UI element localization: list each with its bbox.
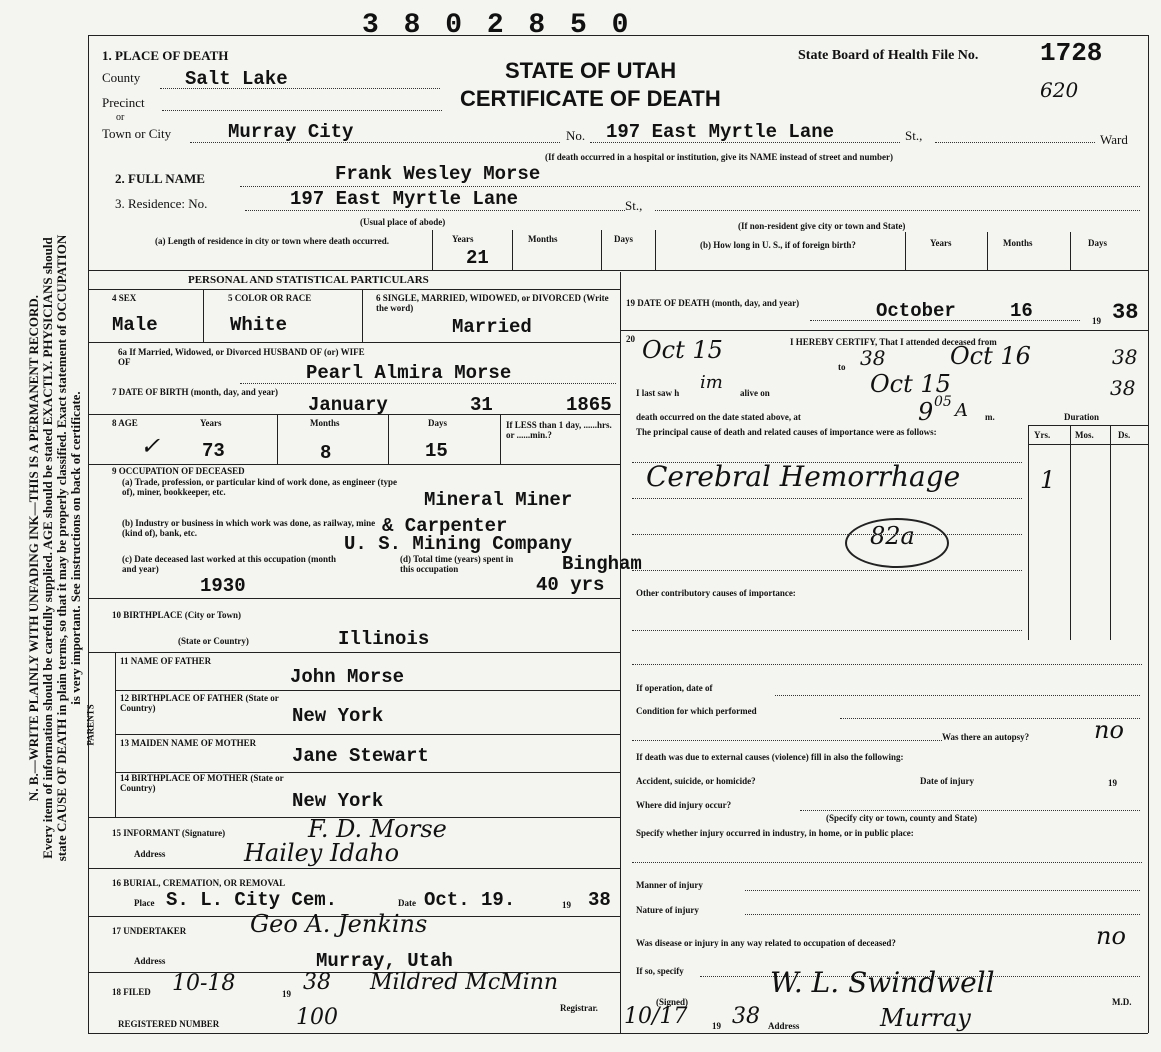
informant-signature: F. D. Morse bbox=[308, 815, 447, 843]
occupation-related-answer: no bbox=[1096, 922, 1126, 950]
burial-date-label: Date bbox=[398, 898, 416, 908]
registrar-signature: Mildred McMinn bbox=[370, 970, 559, 995]
parents-vertical-label: PARENTS bbox=[85, 704, 96, 746]
autopsy-label: Was there an autopsy? bbox=[942, 732, 1030, 742]
father-name-label: 11 NAME OF FATHER bbox=[120, 656, 212, 666]
age-days-value: 15 bbox=[425, 440, 448, 462]
non-resident-note: (If non-resident give city or town and State) bbox=[738, 221, 906, 231]
dur-yrs-label: Yrs. bbox=[1034, 430, 1051, 440]
age-months-label: Months bbox=[310, 418, 340, 428]
age-months-value: 8 bbox=[320, 442, 332, 464]
age-years-value: 73 bbox=[202, 440, 225, 462]
certify-year-prefix: 19 bbox=[712, 1021, 721, 1031]
side-line-1: N. B.—WRITE PLAINLY WITH UNFADING INK—THIS IS A PERMANENT RECORD. bbox=[26, 294, 41, 802]
marital-label: 6 SINGLE, MARRIED, WIDOWED, or DIVORCED (Write the word) bbox=[376, 293, 609, 313]
certify-year: 38 bbox=[732, 1004, 760, 1029]
informant-address: Hailey Idaho bbox=[244, 839, 400, 867]
mother-birthplace-label: 14 BIRTHPLACE OF MOTHER (State or Country) bbox=[120, 773, 284, 793]
father-birthplace-label: 12 BIRTHPLACE OF FATHER (State or Country) bbox=[120, 693, 279, 713]
foreign-birth-label: (b) How long in U. S., if of foreign birth? bbox=[700, 240, 856, 250]
residence-label: 3. Residence: No. bbox=[115, 196, 208, 211]
autopsy-answer: no bbox=[1094, 716, 1124, 744]
death-time: 9 bbox=[918, 398, 934, 426]
m-label: m. bbox=[985, 412, 995, 422]
color-value: White bbox=[230, 314, 288, 336]
last-saw-date: Oct 15 bbox=[870, 370, 951, 398]
dob-year: 1865 bbox=[566, 394, 612, 416]
accident-label: Accident, suicide, or homicide? bbox=[636, 776, 756, 786]
manner-label: Manner of injury bbox=[636, 880, 703, 890]
sex-label: 4 SEX bbox=[112, 293, 137, 303]
birthplace-label: 10 BIRTHPLACE (City or Town) bbox=[112, 610, 242, 620]
filed-date: 10-18 bbox=[172, 971, 236, 996]
occupation-a2-value: & Carpenter bbox=[382, 515, 508, 537]
occupation-c-value: 1930 bbox=[200, 575, 246, 597]
last-saw-year: 38 bbox=[1110, 376, 1136, 400]
place-of-death-label: 1. PLACE OF DEATH bbox=[102, 48, 229, 63]
injury-date-label: Date of injury bbox=[920, 776, 974, 786]
occupation-c-label: (c) Date deceased last worked at this occupation (month and year) bbox=[122, 554, 336, 574]
physician-signature: W. L. Swindwell bbox=[770, 966, 995, 999]
mother-birthplace-value: New York bbox=[292, 790, 384, 812]
certificate-number: 3 8 0 2 8 5 0 bbox=[362, 10, 633, 41]
age-days-label: Days bbox=[428, 418, 448, 428]
town-label: Town or City bbox=[102, 126, 172, 141]
ward-label: Ward bbox=[1100, 132, 1128, 147]
residence-st-label: St., bbox=[625, 198, 643, 213]
undertaker-label: 17 UNDERTAKER bbox=[112, 926, 187, 936]
certify-number: 20 bbox=[626, 334, 635, 344]
occupation-b2-value: Bingham bbox=[562, 553, 642, 575]
attended-to-label: to bbox=[838, 362, 846, 372]
other-causes-label: Other contributory causes of importance: bbox=[636, 588, 796, 598]
attended-from-year: 38 bbox=[860, 346, 886, 370]
res-days-label: Days bbox=[614, 234, 634, 244]
undertaker-signature: Geo A. Jenkins bbox=[250, 910, 428, 938]
precinct-label: Precinct bbox=[102, 95, 145, 110]
attended-from: Oct 15 bbox=[642, 336, 723, 364]
undertaker-address: Murray, Utah bbox=[316, 950, 453, 972]
burial-label: 16 BURIAL, CREMATION, OR REMOVAL bbox=[112, 878, 286, 888]
length-residence-label: (a) Length of residence in city or town where death occurred. bbox=[154, 236, 390, 246]
side-line-3: state CAUSE OF DEATH in plain terms, so that it may be properly classified. Exact statement of OCCUPATION bbox=[54, 234, 69, 862]
birthplace-value: Illinois bbox=[338, 628, 430, 650]
occupation-a-label: (a) Trade, profession, or particular kind of work done, as engineer (type of), miner, bookkeeper, etc. bbox=[122, 477, 398, 497]
certificate-title: CERTIFICATE OF DEATH bbox=[460, 86, 721, 111]
code-circle bbox=[845, 518, 949, 568]
marital-value: Married bbox=[452, 316, 532, 338]
last-saw-gender: im bbox=[700, 372, 723, 393]
father-name-value: John Morse bbox=[290, 666, 405, 688]
attended-to-year: 38 bbox=[1112, 345, 1138, 369]
informant-label: 15 INFORMANT (Signature) bbox=[112, 828, 226, 838]
md-label: M.D. bbox=[1112, 997, 1132, 1007]
or-label: or bbox=[116, 112, 125, 123]
hospital-note: (If death occurred in a hospital or institution, give its NAME instead of street and number) bbox=[545, 152, 894, 162]
registrar-label: Registrar. bbox=[560, 1003, 598, 1013]
county-value: Salt Lake bbox=[185, 68, 288, 90]
birthplace-state-label: (State or Country) bbox=[178, 636, 249, 646]
duration-label: Duration bbox=[1064, 412, 1100, 422]
res-years-value: 21 bbox=[466, 247, 489, 269]
personal-section-heading: PERSONAL AND STATISTICAL PARTICULARS bbox=[188, 274, 429, 286]
age-checkmark: ✓ bbox=[140, 432, 161, 460]
spouse-label: 6a If Married, Widowed, or Divorced HUSBAND OF (or) WIFE OF bbox=[118, 347, 365, 367]
nature-label: Nature of injury bbox=[636, 905, 699, 915]
informant-address-label: Address bbox=[134, 849, 166, 859]
cause-label: The principal cause of death and related causes of importance were as follows: bbox=[636, 427, 937, 437]
filed-year: 38 bbox=[303, 970, 331, 995]
undertaker-address-label: Address bbox=[134, 956, 166, 966]
dob-day: 31 bbox=[470, 394, 493, 416]
file-number: 1728 bbox=[1040, 38, 1103, 68]
death-day: 16 bbox=[1010, 300, 1033, 322]
last-saw-label: I last saw h bbox=[636, 388, 680, 398]
county-label: County bbox=[102, 70, 141, 85]
occupation-b-value: U. S. Mining Company bbox=[344, 533, 573, 555]
filed-year-prefix: 19 bbox=[282, 989, 291, 999]
injury-year-prefix: 19 bbox=[1108, 778, 1117, 788]
occupation-b-label: (b) Industry or business in which work was done, as railway, mine (kind of), bank, etc. bbox=[122, 518, 376, 538]
father-birthplace-value: New York bbox=[292, 705, 384, 727]
file-number-2: 620 bbox=[1040, 78, 1079, 102]
stated-above-label: death occurred on the date stated above, at bbox=[636, 412, 801, 422]
where-injury-note: (Specify city or town, county and State) bbox=[826, 813, 978, 823]
registered-number-label: REGISTERED NUMBER bbox=[118, 1019, 220, 1029]
us-days-label: Days bbox=[1088, 238, 1108, 248]
death-time-minutes: 05 bbox=[934, 394, 952, 410]
signed-label: (Signed) bbox=[656, 997, 689, 1007]
residence-value: 197 East Myrtle Lane bbox=[290, 188, 519, 210]
cause-duration-years: 1 bbox=[1040, 466, 1056, 494]
age-label: 8 AGE bbox=[112, 418, 138, 428]
death-date-label: 19 DATE OF DEATH (month, day, and year) bbox=[626, 298, 800, 308]
dur-mos-label: Mos. bbox=[1075, 430, 1094, 440]
less-than-day-label: If LESS than 1 day, ......hrs. or ......min.? bbox=[506, 420, 612, 440]
filed-label: 18 FILED bbox=[112, 987, 151, 997]
full-name-label: 2. FULL NAME bbox=[115, 171, 205, 186]
side-line-4: is very important. See instructions on back of certificate. bbox=[68, 391, 83, 705]
death-month: October bbox=[876, 300, 956, 322]
if-so-label: If so, specify bbox=[636, 966, 684, 976]
occupation-a-value: Mineral Miner bbox=[424, 489, 573, 511]
attended-to: Oct 16 bbox=[950, 342, 1031, 370]
full-name-value: Frank Wesley Morse bbox=[335, 163, 541, 185]
certify-date: 10/17 bbox=[624, 1004, 688, 1029]
burial-place-value: S. L. City Cem. bbox=[166, 889, 338, 911]
burial-year-prefix: 19 bbox=[562, 900, 571, 910]
res-months-label: Months bbox=[528, 234, 558, 244]
street-no-label: No. bbox=[566, 128, 586, 143]
side-line-2: Every item of information should be carefully supplied. AGE should be stated EXACTLY. PHYSICIANS should bbox=[40, 237, 55, 859]
registered-number: 100 bbox=[296, 1005, 338, 1030]
occupation-related-label: Was disease or injury in any way related to occupation of deceased? bbox=[636, 938, 896, 948]
street-st-label: St., bbox=[905, 128, 923, 143]
occupation-d-label: (d) Total time (years) spent in this occupation bbox=[400, 554, 514, 574]
burial-place-label: Place bbox=[134, 898, 155, 908]
mother-name-label: 13 MAIDEN NAME OF MOTHER bbox=[120, 738, 257, 748]
external-causes-label: If death was due to external causes (violence) fill in also the following: bbox=[636, 752, 904, 762]
sex-value: Male bbox=[112, 314, 158, 336]
side-instructions bbox=[27, 48, 83, 1048]
age-years-label: Years bbox=[200, 418, 222, 428]
color-label: 5 COLOR OR RACE bbox=[228, 293, 312, 303]
town-value: Murray City bbox=[228, 121, 354, 143]
occupation-label: 9 OCCUPATION OF DECEASED bbox=[112, 466, 245, 476]
mother-name-value: Jane Stewart bbox=[292, 745, 429, 767]
spouse-value: Pearl Almira Morse bbox=[306, 362, 512, 384]
death-year-prefix: 19 bbox=[1092, 316, 1101, 326]
death-year: 38 bbox=[1112, 300, 1139, 325]
dob-month: January bbox=[308, 394, 388, 416]
res-years-label: Years bbox=[452, 234, 474, 244]
burial-date-value: Oct. 19. bbox=[424, 889, 516, 911]
us-months-label: Months bbox=[1003, 238, 1033, 248]
occupation-d-value: 40 yrs bbox=[536, 574, 605, 596]
us-years-label: Years bbox=[930, 238, 952, 248]
certify-address: Murray bbox=[880, 1004, 971, 1032]
where-injury-label: Where did injury occur? bbox=[636, 800, 732, 810]
certify-text: I HEREBY CERTIFY, That I attended deceased from bbox=[790, 337, 997, 347]
specify-injury-label: Specify whether injury occurred in industry, in home, or in public place: bbox=[636, 828, 914, 838]
file-number-label: State Board of Health File No. bbox=[798, 48, 979, 63]
street-value: 197 East Myrtle Lane bbox=[606, 121, 835, 143]
alive-on-label: alive on bbox=[740, 388, 770, 398]
operation-label: If operation, date of bbox=[636, 683, 713, 693]
usual-abode-note: (Usual place of abode) bbox=[360, 217, 446, 227]
burial-year-value: 38 bbox=[588, 889, 611, 911]
dob-label: 7 DATE OF BIRTH (month, day, and year) bbox=[112, 387, 278, 397]
dur-ds-label: Ds. bbox=[1118, 430, 1131, 440]
death-time-ampm: A bbox=[955, 400, 968, 421]
certify-address-label: Address bbox=[768, 1021, 800, 1031]
cause-of-death: Cerebral Hemorrhage bbox=[646, 460, 961, 493]
condition-label: Condition for which performed bbox=[636, 706, 757, 716]
state-heading: STATE OF UTAH bbox=[505, 58, 677, 83]
cause-code: 82a bbox=[870, 522, 915, 550]
